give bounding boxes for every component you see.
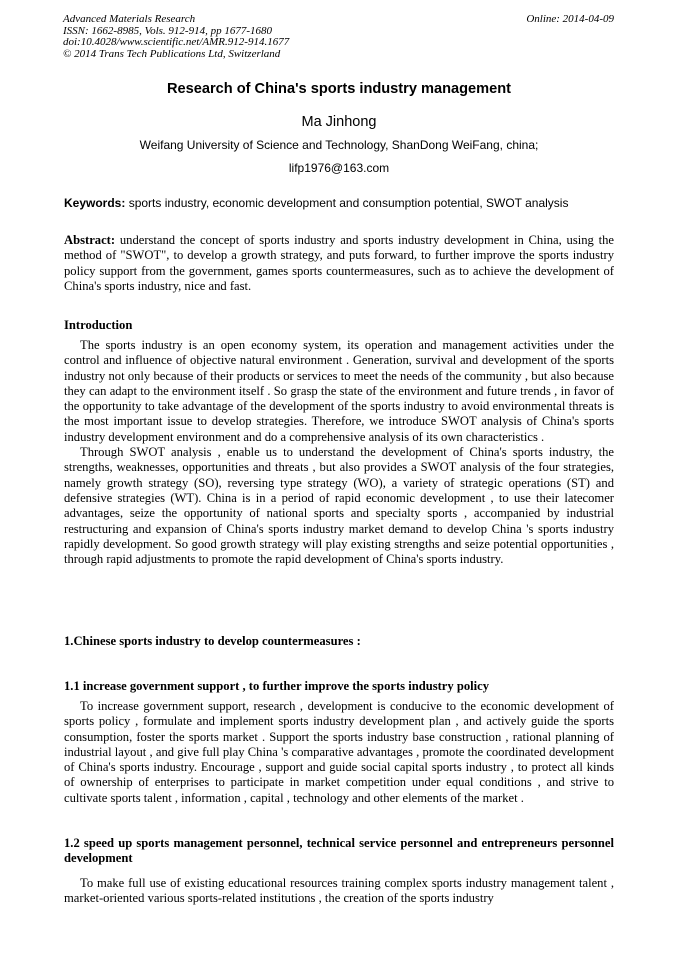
section-1-2-heading: 1.2 speed up sports management personnel, technical service personnel and entrepreneurs personnel development xyxy=(64,836,614,866)
journal-name: Advanced Materials Research xyxy=(63,13,196,25)
section-1-2-body xyxy=(64,876,614,907)
author-name: Ma Jinhong xyxy=(301,114,377,130)
paper-title: Research of China's sports industry management xyxy=(166,81,512,97)
keywords-label: Keywords: xyxy=(64,196,126,210)
abstract-text: understand the concept of sports industry and sports industry development in China, using the method of "SWOT", to develop a growth strategy, and puts forward, to further improve the sports industry policy support from the government, games sports countermeasures, such as to achieve the development of China's sports industry, nice and fast. xyxy=(64,233,614,293)
doi-line: doi:10.4028/www.scientific.net/AMR.912-914.1677 xyxy=(63,36,290,48)
section-1-1-paragraph: To increase government support, research , development is conducive to the economic development of sports policy , formulate and implement sports industry development plan , and actively guide the sports consumption, foster the sports market . Support the sports industry base construction , rational planning of industrial layout , and give full play China 's comparative advantages , promote the coordinated development of China's sports industry. Encourage , support and guide social capital sports industry , to protect all kinds of ownership of enterprises to participate in market competition under equal conditions , and strive to cultivate sports talent , information , capital , technology and other elements of the market . xyxy=(64,699,614,805)
online-date: Online: 2014-04-09 xyxy=(526,13,614,25)
abstract xyxy=(64,233,614,294)
introduction-heading: Introduction xyxy=(64,318,133,332)
copyright-line: © 2014 Trans Tech Publications Ltd, Switzerland xyxy=(63,47,281,60)
introduction-paragraph-2: Through SWOT analysis , enable us to understand the development of China's sports industry, the strengths, weaknesses, opportunities and threats , but also provides a SWOT analysis of the four strategies, namely growth strategy (SO), reversing type strategy (WO), a variety of strategic operations (ST) and defensive strategies (WT). China is in a period of rapid economic development , to use their latecomer advantages, seize the opportunity of national sports and specialty sports , accompanied by industrial restructuring and expansion of China's sports industry market demand to develop China 's sports industry rapidly development. So good growth strategy will play existing strengths and seize potential opportunities , through rapid adjustments to promote the rapid development of China's sports industry. xyxy=(64,445,614,567)
journal-header xyxy=(63,14,614,60)
keywords-text: sports industry, economic development and consumption potential, SWOT analysis xyxy=(125,196,569,210)
introduction-paragraph-1: The sports industry is an open economy system, its operation and management activities under the control and influence of objective natural environment . Generation, survival and development of the sports industry not only because of their products or services to meet the needs of the community , but also because they can adapt to the environment itself . So grasp the state of the environment and future trends , in favor of the opportunity to take advantage of the development of the sports industry to avoid environmental threats is the most important issue to develop strategies. Therefore, we introduce SWOT analysis of China's sports industry development environment and do a comprehensive analysis of its own characteristics . xyxy=(64,338,614,444)
section-1-heading: 1.Chinese sports industry to develop countermeasures : xyxy=(64,634,361,648)
section-1-1-heading: 1.1 increase government support , to further improve the sports industry policy xyxy=(64,679,490,693)
author-affiliation: Weifang University of Science and Technology, ShanDong WeiFang, china; xyxy=(139,138,539,152)
section-1-1-body xyxy=(64,699,614,806)
abstract-label: Abstract: xyxy=(64,233,116,247)
issn-line: ISSN: 1662-8985, Vols. 912-914, pp 1677-1680 xyxy=(63,24,272,37)
section-1-2-paragraph: To make full use of existing educational resources training complex sports industry management talent , market-oriented various sports-related institutions , the creation of the sports industry xyxy=(64,876,614,906)
author-email: lifp1976@163.com xyxy=(288,161,390,175)
introduction-body xyxy=(64,338,614,567)
keywords xyxy=(64,196,624,210)
